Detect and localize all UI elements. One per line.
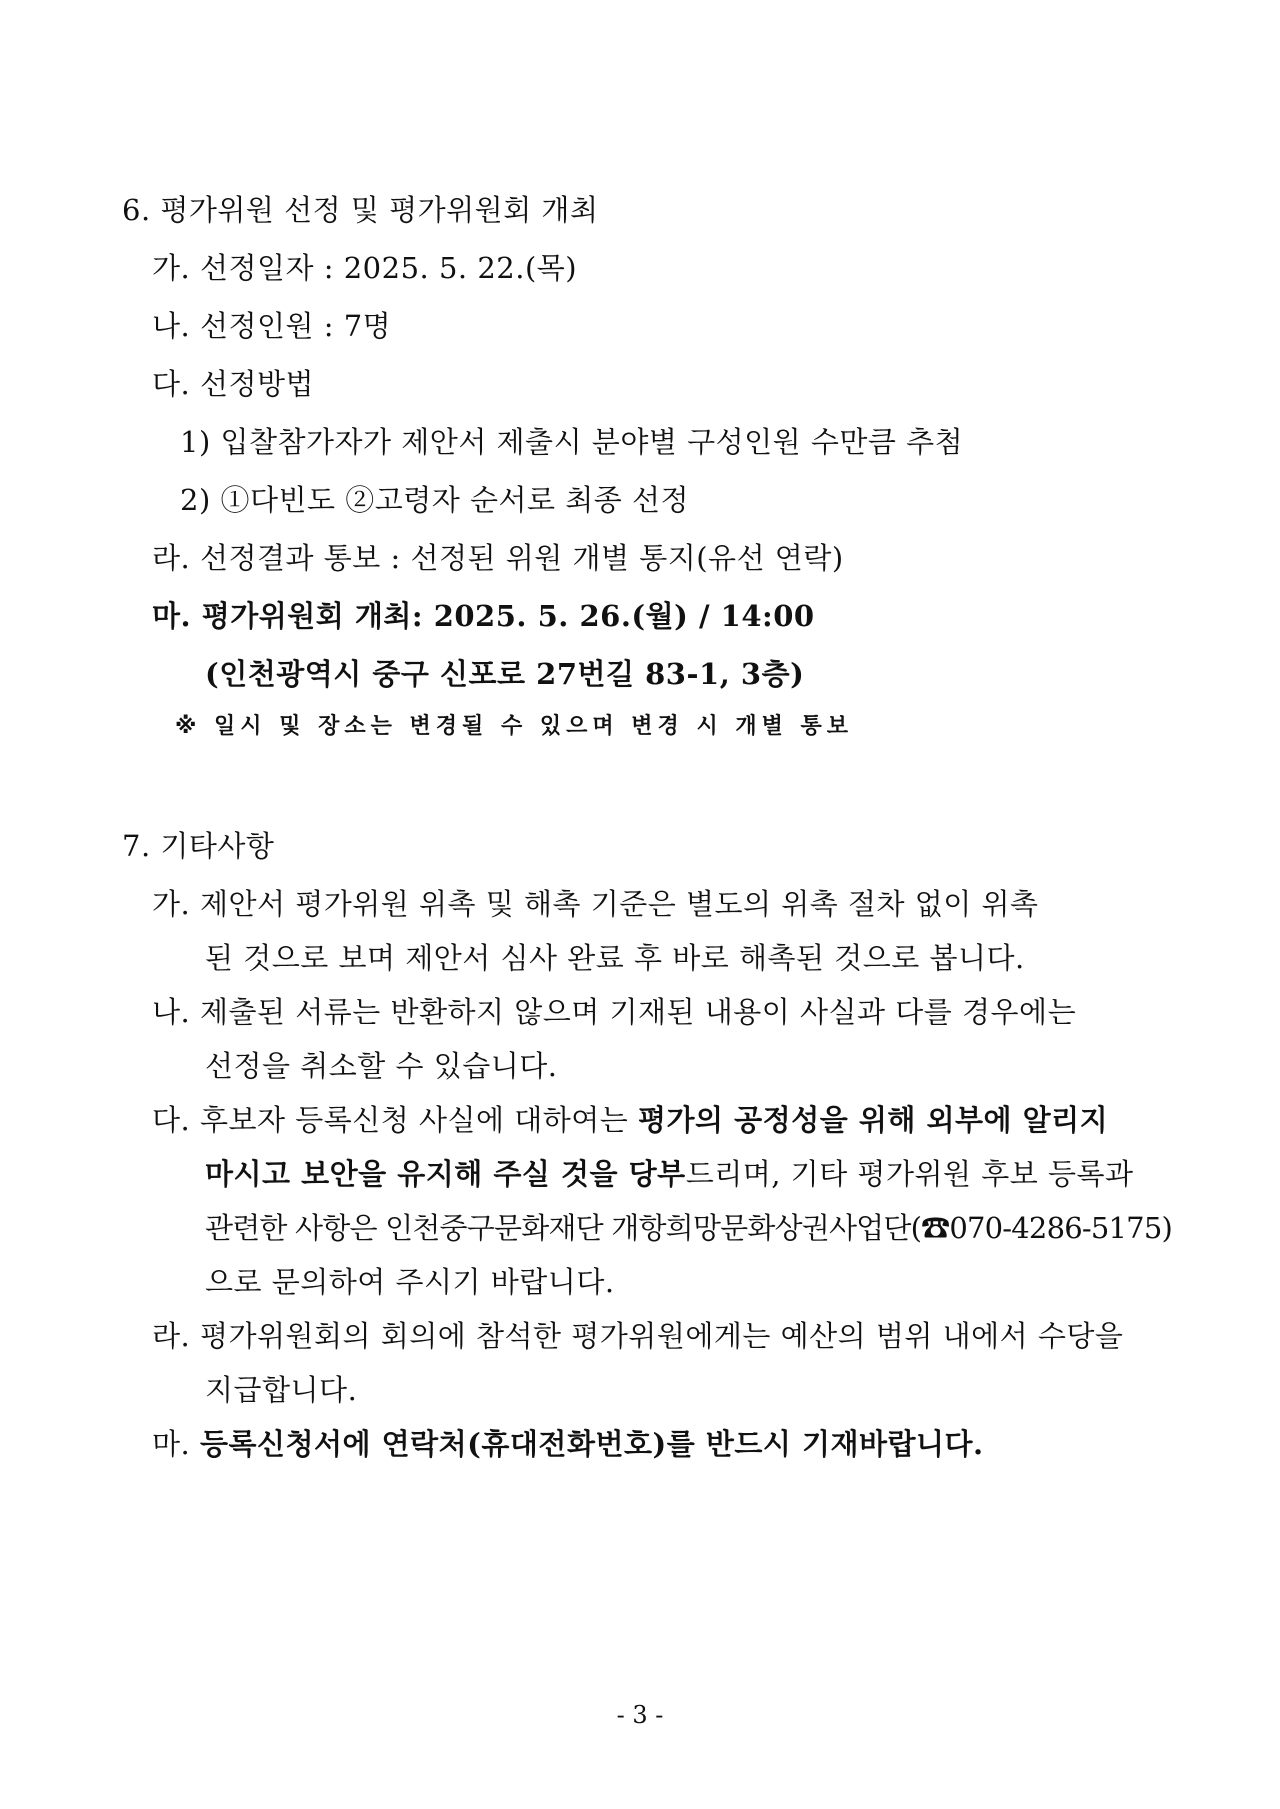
section7-da-line1 <box>152 1102 1108 1138</box>
section6-item-ra: 라. 선정결과 통보 : 선정된 위원 개별 통지(유선 연락) <box>152 541 844 575</box>
section6-item-na: 나. 선정인원 : 7명 <box>152 309 392 343</box>
section7-ga-line1: 가. 제안서 평가위원 위촉 및 해촉 기준은 별도의 위촉 절차 없이 위촉 <box>152 887 1039 921</box>
section7-ra-line1: 라. 평가위원회의 회의에 참석한 평가위원에게는 예산의 범위 내에서 수당을 <box>152 1319 1124 1353</box>
section7-da-line3: 관련한 사항은 인천중구문화재단 개항희망문화상권사업단(☎070-4286-5175) <box>205 1211 1172 1245</box>
page-number: - 3 - <box>616 1701 664 1729</box>
section7-ga-line2: 된 것으로 보며 제안서 심사 완료 후 바로 해촉된 것으로 봅니다. <box>205 941 1025 975</box>
section7-ma <box>152 1426 984 1462</box>
section7-na-line2: 선정을 취소할 수 있습니다. <box>205 1049 558 1083</box>
section6-item-ma: 마. 평가위원회 개최: 2025. 5. 26.(월) / 14:00 <box>152 599 815 633</box>
section7-ma-prefix: 마. <box>152 1427 200 1461</box>
section7-da-line2-bold: 마시고 보안을 유지해 주실 것을 당부 <box>205 1157 686 1191</box>
section6-item-da-1: 1) 입찰참가자가 제안서 제출시 분야별 구성인원 수만큼 추첨 <box>180 425 964 459</box>
section7-da-line2 <box>205 1156 1134 1192</box>
section6-heading: 6. 평가위원 선정 및 평가위원회 개최 <box>122 193 599 227</box>
section7-na-line1: 나. 제출된 서류는 반환하지 않으며 기재된 내용이 사실과 다를 경우에는 <box>152 995 1077 1029</box>
section7-heading: 7. 기타사항 <box>122 829 275 863</box>
section6-item-ma-place: (인천광역시 중구 신포로 27번길 83-1, 3층) <box>205 657 805 691</box>
section6-note: ※ 일시 및 장소는 변경될 수 있으며 변경 시 개별 통보 <box>175 714 854 739</box>
section7-da-line2-normal: 드리며, 기타 평가위원 후보 등록과 <box>685 1157 1134 1191</box>
section6-item-da-2: 2) ①다빈도 ②고령자 순서로 최종 선정 <box>180 483 690 517</box>
section6-item-ga: 가. 선정일자 : 2025. 5. 22.(목) <box>152 251 578 285</box>
section7-da-line4: 으로 문의하여 주시기 바랍니다. <box>205 1265 615 1299</box>
section7-ra-line2: 지급합니다. <box>205 1373 358 1407</box>
section7-da-line1-bold: 평가의 공정성을 위해 외부에 알리지 <box>638 1103 1109 1137</box>
section7-da-line1-normal: 다. 후보자 등록신청 사실에 대하여는 <box>152 1103 639 1137</box>
section6-item-da: 다. 선정방법 <box>152 367 315 401</box>
section7-ma-bold: 등록신청서에 연락처(휴대전화번호)를 반드시 기재바랍니다. <box>199 1427 984 1461</box>
